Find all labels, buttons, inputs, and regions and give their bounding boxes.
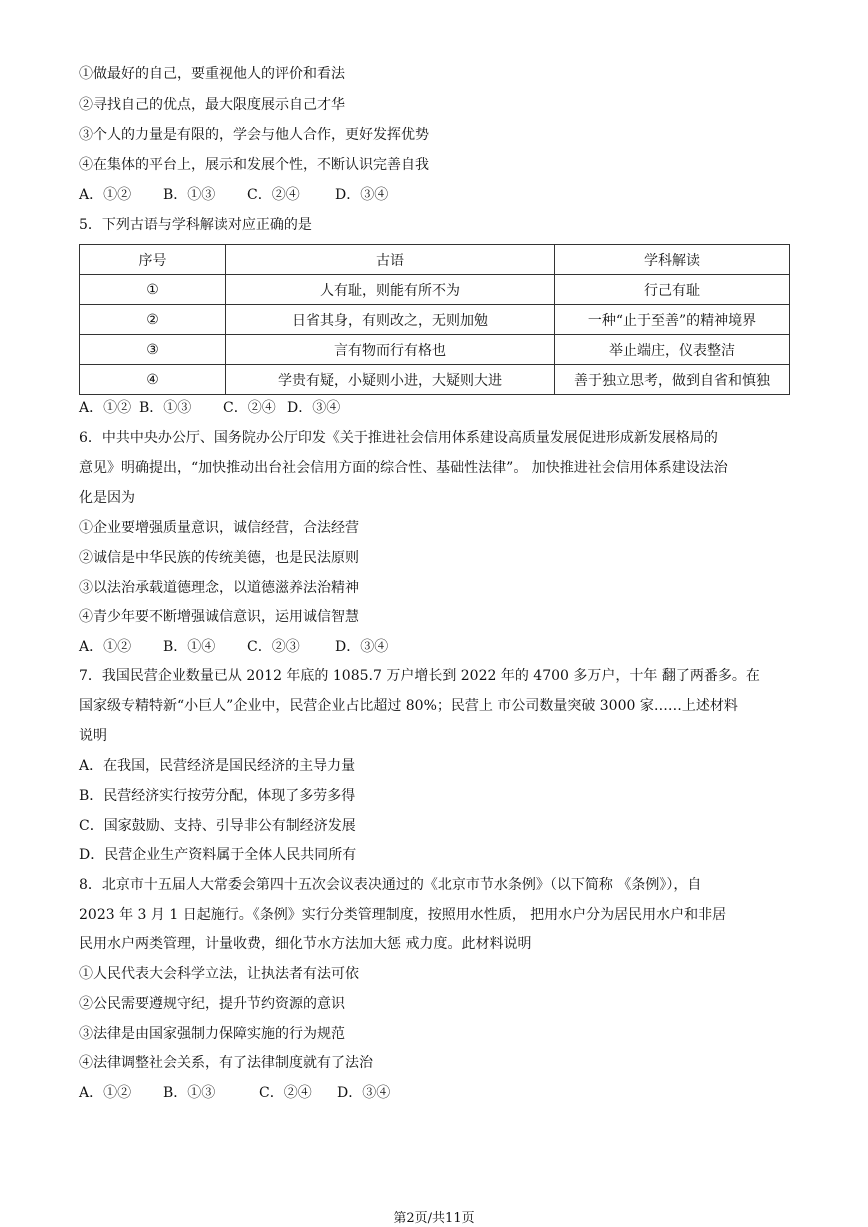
table-row (80, 275, 790, 305)
table-row (80, 305, 790, 335)
table-header-row (80, 245, 790, 275)
table-cell: ④ (80, 365, 226, 395)
choice-d: D．③④ (337, 1085, 391, 1101)
question-stem: 国家级专精特新“小巨人”企业中，民营企业占比超过 80%；民营上 市公司数量突破 3000 家……上述材料 (79, 698, 738, 714)
table-cell: ① (80, 275, 226, 305)
question-stem: 民用水户两类管理，计量收费，细化节水方法加大惩 戒力度。此材料说明 (79, 936, 532, 952)
question-stem: 5．下列古语与学科解读对应正确的是 (79, 217, 312, 233)
option-item: ②寻找自己的优点，最大限度展示自己才华 (79, 97, 345, 113)
choice-d: D．③④ (287, 400, 341, 416)
choice-a: A．①② (79, 400, 132, 416)
choice-c: C．国家鼓励、支持、引导非公有制经济发展 (79, 818, 356, 834)
choice-a: A．①② (79, 639, 132, 655)
question-table (79, 244, 790, 395)
choice-b: B．①③ (139, 400, 192, 416)
table-row (80, 365, 790, 395)
option-item: ①企业要增强质量意识，诚信经营，合法经营 (79, 520, 359, 536)
question-stem: 7．我国民营企业数量已从 2012 年底的 1085.7 万户增长到 2022 年的 4700 多万户，十年 翻了两番多。在 (79, 668, 760, 684)
table-cell: ③ (80, 335, 226, 365)
table-cell: 举止端庄，仪表整洁 (555, 335, 790, 365)
table-cell: ② (80, 305, 226, 335)
table-header: 学科解读 (555, 245, 790, 275)
choice-d: D．③④ (335, 639, 389, 655)
choice-a: A．①② (79, 1085, 132, 1101)
table-cell: 人有耻，则能有所不为 (226, 275, 555, 305)
option-item: ④法律调整社会关系，有了法律制度就有了法治 (79, 1055, 373, 1071)
option-item: ④青少年要不断增强诚信意识，运用诚信智慧 (79, 609, 359, 625)
choice-a: A．在我国，民营经济是国民经济的主导力量 (79, 758, 356, 774)
choice-b: B．①④ (163, 639, 216, 655)
table-cell: 言有物而行有格也 (226, 335, 555, 365)
option-item: ④在集体的平台上，展示和发展个性，不断认识完善自我 (79, 157, 429, 173)
option-item: ①做最好的自己，要重视他人的评价和看法 (79, 66, 345, 82)
table-cell: 学贵有疑，小疑则小进，大疑则大进 (226, 365, 555, 395)
question-stem: 8．北京市十五届人大常委会第四十五次会议表决通过的《北京市节水条例》（以下简称 《条例》），自 (79, 877, 702, 893)
option-item: ②诚信是中华民族的传统美德，也是民法原则 (79, 550, 359, 566)
question-stem: 化是因为 (79, 490, 135, 506)
page-footer: 第2页/共11页 (393, 1211, 475, 1226)
option-item: ③以法治承载道德理念，以道德滋养法治精神 (79, 580, 359, 596)
table-cell: 一种“止于至善”的精神境界 (555, 305, 790, 335)
choice-b: B．①③ (163, 1085, 216, 1101)
question-stem: 意见》明确提出，“加快推动出台社会信用方面的综合性、基础性法律”。 加快推进社会信用体系建设法治 (79, 460, 728, 476)
option-item: ②公民需要遵规守纪，提升节约资源的意识 (79, 996, 345, 1012)
question-stem: 2023 年 3 月 1 日起施行。《条例》实行分类管理制度，按照用水性质， 把用水户分为居民用水户和非居 (79, 907, 727, 923)
choice-b: B．民营经济实行按劳分配，体现了多劳多得 (79, 788, 356, 804)
choice-d: D．民营企业生产资料属于全体人民共同所有 (79, 847, 357, 863)
table-header: 古语 (226, 245, 555, 275)
choice-a: A．①② (79, 187, 132, 203)
answer-choices (79, 185, 388, 205)
answer-choices (79, 1083, 390, 1103)
answer-choices (79, 637, 388, 657)
choice-c: C．②④ (247, 187, 300, 203)
option-item: ③个人的力量是有限的，学会与他人合作，更好发挥优势 (79, 127, 429, 143)
answer-choices (79, 398, 340, 418)
choice-d: D．③④ (335, 187, 389, 203)
option-item: ①人民代表大会科学立法，让执法者有法可依 (79, 966, 359, 982)
choice-c: C．②④ (259, 1085, 312, 1101)
table-cell: 日省其身，有则改之，无则加勉 (226, 305, 555, 335)
table-cell: 善于独立思考，做到自省和慎独 (555, 365, 790, 395)
table-row (80, 335, 790, 365)
choice-c: C．②③ (247, 639, 300, 655)
choice-c: C．②④ (223, 400, 276, 416)
option-item: ③法律是由国家强制力保障实施的行为规范 (79, 1026, 345, 1042)
table-header: 序号 (80, 245, 226, 275)
question-stem: 说明 (79, 728, 107, 744)
table-cell: 行己有耻 (555, 275, 790, 305)
question-stem: 6．中共中央办公厅、国务院办公厅印发《关于推进社会信用体系建设高质量发展促进形成新发展格局的 (79, 430, 718, 446)
choice-b: B．①③ (163, 187, 216, 203)
